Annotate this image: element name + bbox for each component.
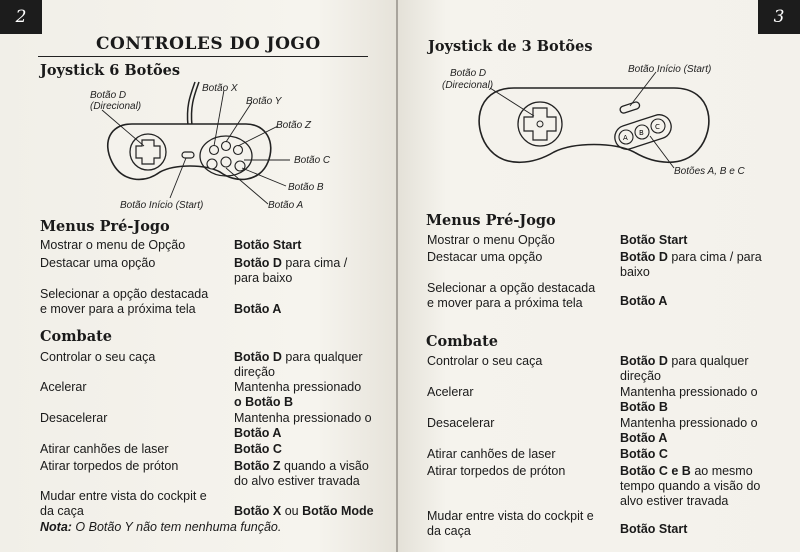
combat-control: Botão C [234, 442, 282, 456]
note-text: O Botão Y não tem nenhuma função. [71, 520, 282, 534]
control-bold: Botão C e B [620, 464, 691, 478]
label-c: Botão C [294, 155, 331, 166]
combat-control [234, 380, 361, 410]
combat-row-lasers: Atirar canhões de laser [427, 447, 556, 461]
control-bold: Botão D [234, 256, 282, 270]
control-regular: para qualquer [281, 350, 363, 364]
control-text: Botão A [620, 294, 668, 308]
control-regular: Mantenha pressionado o [620, 385, 758, 399]
control-regular: Mantenha pressionado o [234, 411, 372, 425]
control-regular-2: para baixo [234, 271, 293, 285]
control-regular-2: direção [620, 369, 661, 383]
control-regular-2: baixo [620, 265, 650, 279]
combat-control [234, 350, 363, 380]
action-text: Mostrar o menu de Opção [40, 238, 186, 252]
combat-title: Combate [40, 328, 113, 345]
action-text: Mudar entre vista do cockpit e [40, 489, 207, 503]
combat-control [234, 411, 372, 441]
control-regular: ou [281, 504, 303, 518]
action-text: Selecionar a opção destacada [40, 287, 209, 301]
action-text: Selecionar a opção destacada [427, 281, 596, 295]
pregame-menus-title: Menus Pré-Jogo [40, 218, 170, 235]
three-button-joystick-title: Joystick de 3 Botões [428, 38, 593, 55]
control-text: Botão Start [620, 233, 688, 247]
combat-row-torpedoes: Atirar torpedos de próton [40, 459, 179, 473]
combat-control [620, 416, 758, 446]
control-regular: Mantenha pressionado [234, 380, 362, 394]
action-text-2: e mover para a próxima tela [40, 302, 196, 316]
control-regular-2: tempo quando a visão do [620, 479, 761, 493]
combat-title: Combate [426, 333, 499, 350]
combat-control [234, 504, 374, 519]
note [40, 520, 281, 534]
control-text [234, 256, 347, 286]
combat-row-steer: Controlar o seu caça [40, 350, 156, 364]
pregame-menus-title: Menus Pré-Jogo [426, 212, 556, 229]
combat-row-accelerate: Acelerar [427, 385, 474, 399]
combat-row-decelerate: Desacelerar [427, 416, 495, 430]
control-bold: Botão B [620, 400, 668, 414]
note-label: Nota: [40, 520, 72, 534]
button-b-glyph: B [639, 129, 644, 137]
menu-row-show-options [40, 238, 185, 253]
six-button-joystick-title: Joystick 6 Botões [40, 62, 181, 79]
control-regular: para qualquer [667, 354, 749, 368]
control-regular-2: direção [234, 365, 275, 379]
control-regular: quando a visão [280, 459, 369, 473]
combat-control [620, 354, 749, 384]
control-bold: Botão D [620, 250, 668, 264]
page-title: CONTROLES DO JOGO [96, 34, 321, 54]
control-bold: Botão D [620, 354, 668, 368]
left-page [0, 0, 396, 552]
control-regular-2: do alvo estiver travada [234, 474, 360, 488]
label-x: Botão X [202, 83, 238, 94]
label-start: Botão Início (Start) [120, 200, 204, 211]
label-b: Botão B [288, 182, 324, 193]
combat-row-decelerate: Desacelerar [40, 411, 108, 425]
page-number-right: 3 [758, 0, 800, 34]
page-number-left: 2 [0, 0, 42, 34]
menu-row-select [427, 281, 595, 311]
label-y: Botão Y [246, 96, 282, 107]
menu-row-show-options: Mostrar o menu Opção [427, 233, 555, 247]
label-z: Botão Z [276, 120, 312, 131]
control-bold: Botão A [234, 426, 282, 440]
action-text-2: da caça [427, 524, 471, 538]
label-start: Botão Início (Start) [628, 64, 712, 75]
three-button-controller-diagram [424, 58, 794, 188]
control-regular: para cima / para [667, 250, 762, 264]
button-c-glyph: C [655, 123, 660, 131]
combat-row-steer: Controlar o seu caça [427, 354, 543, 368]
control-bold: Botão Z [234, 459, 281, 473]
control-bold: Botão D [234, 350, 282, 364]
control-bold: Botão X [234, 504, 282, 518]
control-text [620, 250, 762, 280]
combat-row-lasers: Atirar canhões de laser [40, 442, 169, 456]
six-button-controller-diagram [40, 76, 380, 216]
combat-control [620, 464, 760, 509]
control-text: Botão Start [234, 238, 302, 252]
control-bold-2: Botão Mode [302, 504, 374, 518]
combat-control [234, 459, 369, 489]
action-text: Destacar uma opção [40, 256, 156, 270]
label-abc: Botões A, B e C [674, 166, 745, 177]
action-text: Mudar entre vista do cockpit e [427, 509, 594, 523]
button-a-glyph: A [623, 134, 628, 142]
combat-row-accelerate: Acelerar [40, 380, 87, 394]
label-d-pad: Botão D [450, 68, 487, 79]
combat-row-view [40, 489, 207, 519]
control-bold: Botão A [620, 431, 668, 445]
label-d-pad-sub: (Direcional) [90, 101, 142, 112]
menu-row-highlight [40, 256, 155, 271]
action-text-2: da caça [40, 504, 84, 518]
menu-row-highlight: Destacar uma opção [427, 250, 543, 264]
control-regular: ao mesmo [690, 464, 753, 478]
menu-row-select [40, 287, 208, 317]
control-bold: o Botão B [234, 395, 294, 409]
combat-row-torpedoes: Atirar torpedos de próton [427, 464, 566, 478]
right-page [398, 0, 800, 552]
combat-control: Botão C [620, 447, 668, 461]
title-divider [38, 56, 368, 57]
combat-control: Botão Start [620, 522, 688, 536]
control-regular: Mantenha pressionado o [620, 416, 758, 430]
control-regular-3: alvo estiver travada [620, 494, 729, 508]
label-d-pad-sub: (Direcional) [442, 80, 494, 91]
combat-row-view [427, 509, 594, 539]
action-text-2: e mover para a próxima tela [427, 296, 583, 310]
control-text: Botão A [234, 302, 282, 316]
label-d-pad: Botão D [90, 90, 127, 101]
control-regular: para cima / [281, 256, 348, 270]
label-a: Botão A [268, 200, 304, 211]
combat-control [620, 385, 758, 415]
